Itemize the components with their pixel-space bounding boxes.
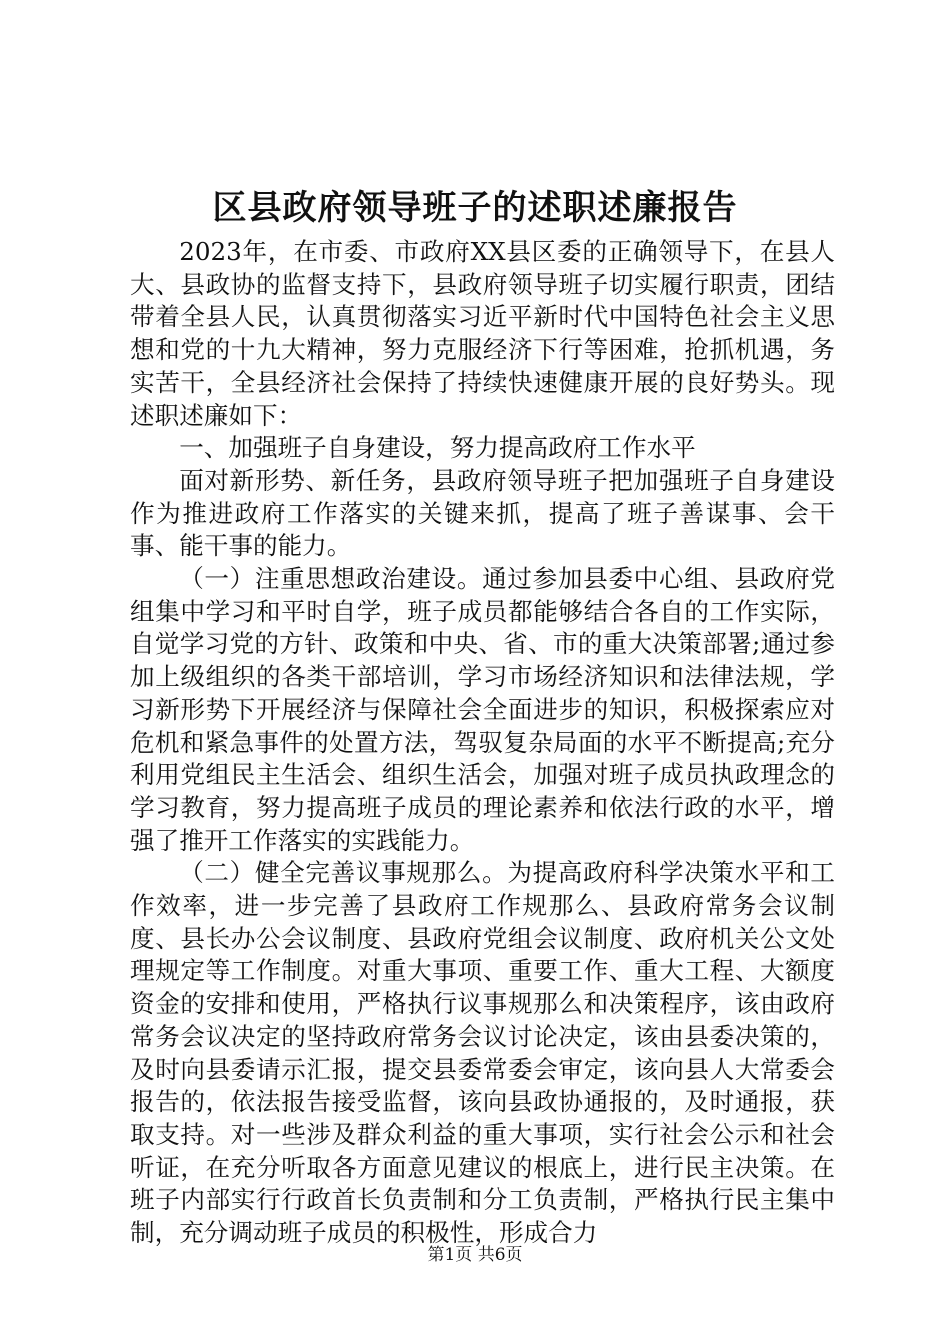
document-title: 区县政府领导班子的述职述廉报告 xyxy=(212,188,738,228)
intro-paragraph: 2023年，在市委、市政府XX县区委的正确领导下，在县人大、县政协的监督支持下，县政府领导班子切实履行职责，团结带着全县人民，认真贯彻落实习近平新时代中国特色社会主义思想和党的十九大精神，努力克服经济下行等困难，抢抓机遇，务实苦干，全县经济社会保持了持续快速健康开展的良好势头。现述职述廉如下： xyxy=(130,237,835,430)
section-1-paragraph: 面对新形势、新任务，县政府领导班子把加强班子自身建设作为推进政府工作落实的关键来抓，提高了班子善谋事、会干事、能干事的能力。 xyxy=(130,465,835,561)
subsection-2-paragraph: （二）健全完善议事规那么。为提高政府科学决策水平和工作效率，进一步完善了县政府工作规那么、县政府常务会议制度、县长办公会议制度、县政府党组会议制度、政府机关公文处理规定等工作制度。对重大事项、重要工作、重大工程、大额度资金的安排和使用，严格执行议事规那么和决策程序，该由政府常务会议决定的坚持政府常务会议讨论决定，该由县委决策的，及时向县委请示汇报，提交县委常委会审定，该向县人大常委会报告的，依法报告接受监督，该向县政协通报的，及时通报，获取支持。对一些涉及群众利益的重大事项，实行社会公示和社会听证，在充分听取各方面意见建议的根底上，进行民主决策。在班子内部实行行政首长负责制和分工负责制，严格执行民主集中制，充分调动班子成员的积极性，形成合力 xyxy=(130,858,835,1248)
subsection-1-paragraph: （一）注重思想政治建设。通过参加县委中心组、县政府党组集中学习和平时自学，班子成员都能够结合各自的工作实际，自觉学习党的方针、政策和中央、省、市的重大决策部署;通过参加上级组织的各类干部培训，学习市场经济知识和法律法规，学习新形势下开展经济与保障社会全面进步的知识，积极探索应对危机和紧急事件的处置方法，驾驭复杂局面的水平不断提高;充分利用党组民主生活会、组织生活会，加强对班子成员执政理念的学习教育，努力提高班子成员的理论素养和依法行政的水平，增强了推开工作落实的实践能力。 xyxy=(130,564,835,855)
page-footer: 第1页 共6页 xyxy=(427,1245,523,1265)
document-body xyxy=(130,236,835,1250)
section-heading-1: 一、加强班子自身建设，努力提高政府工作水平 xyxy=(179,433,696,463)
